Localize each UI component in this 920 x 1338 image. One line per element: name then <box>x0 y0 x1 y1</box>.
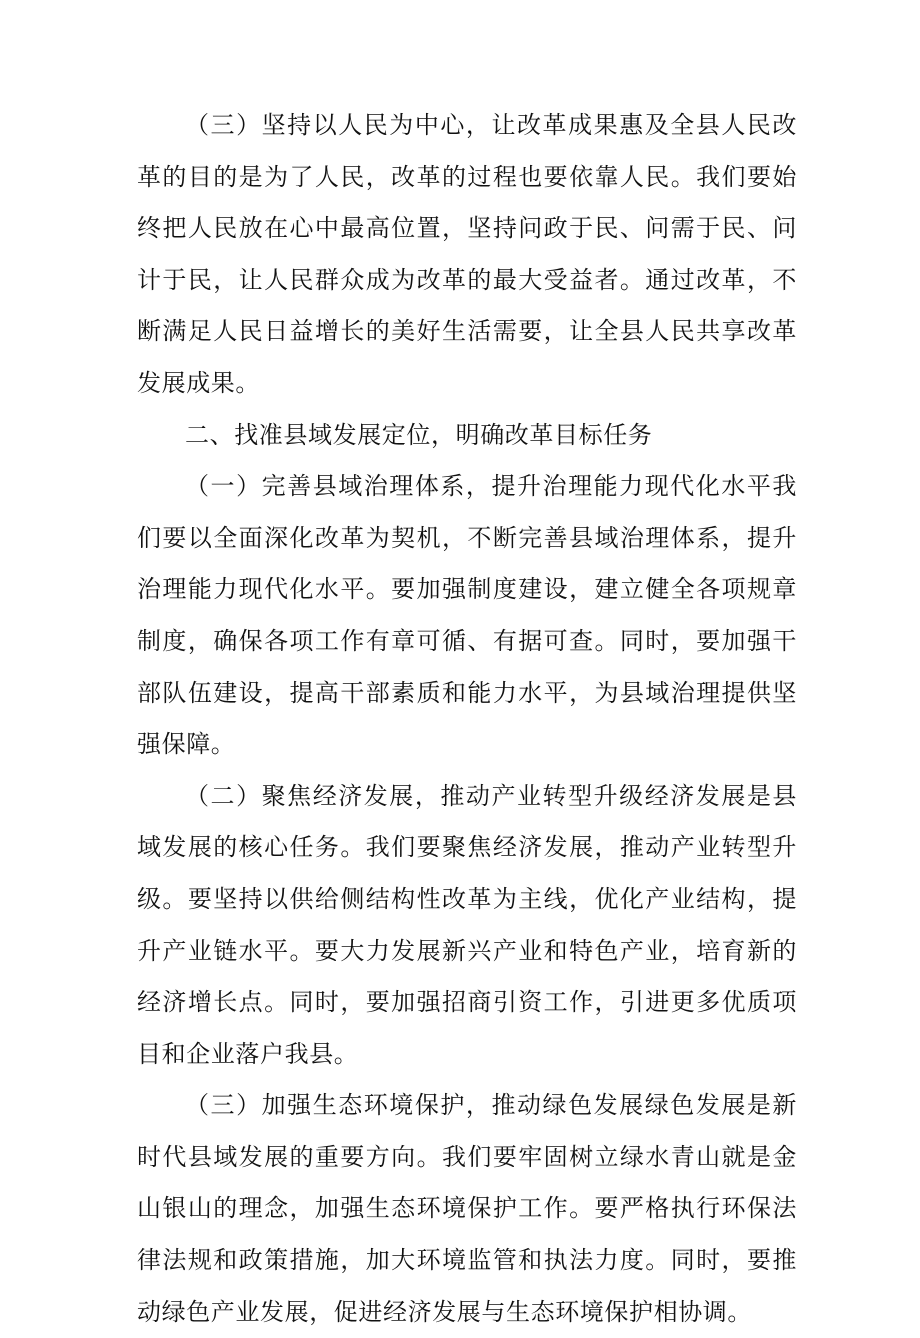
paragraph-people-centered-reform: （三）坚持以人民为中心，让改革成果惠及全县人民改革的目的是为了人民，改革的过程也要依靠人民。我们要始终把人民放在心中最高位置，坚持问政于民、问需于民、问计于民，让人民群众成为改革的最大受益者。通过改革，不断满足人民日益增长的美好生活需要，让全县人民共享改革发展成果。 <box>137 111 797 397</box>
paragraph-economic-development: （二）聚焦经济发展，推动产业转型升级经济发展是县域发展的核心任务。我们要聚焦经济发展，推动产业转型升级。要坚持以供给侧结构性改革为主线，优化产业结构，提升产业链水平。要大力发展新兴产业和特色产业，培育新的经济增长点。同时，要加强招商引资工作，引进更多优质项目和企业落户我县。 <box>137 781 797 1068</box>
paragraph-county-governance: （一）完善县域治理体系，提升治理能力现代化水平我们要以全面深化改革为契机，不断完善县域治理体系，提升治理能力现代化水平。要加强制度建设，建立健全各项规章制度，确保各项工作有章可循、有据可查。同时，要加强干部队伍建设，提高干部素质和能力水平，为县域治理提供坚强保障。 <box>137 472 797 759</box>
section-heading-development-positioning: 二、找准县域发展定位，明确改革目标任务 <box>185 420 653 449</box>
paragraph-ecological-protection: （三）加强生态环境保护，推动绿色发展绿色发展是新时代县域发展的重要方向。我们要牢固树立绿水青山就是金山银山的理念，加强生态环境保护工作。要严格执行环保法律法规和政策措施，加大环境监管和执法力度。同时，要推动绿色产业发展，促进经济发展与生态环境保护相协调。 <box>137 1091 797 1326</box>
document-body <box>137 100 797 1338</box>
